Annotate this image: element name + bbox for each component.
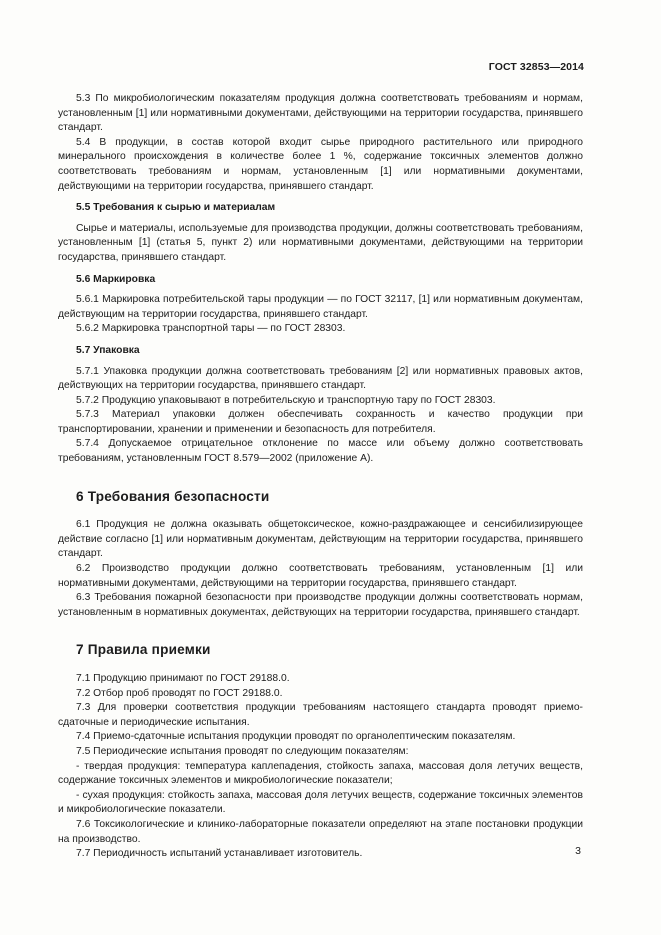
paragraph-5-6-2: 5.6.2 Маркировка транспортной тары — по ГОСТ 28303. [76,323,346,335]
paragraph-7-2: 7.2 Отбор проб проводят по ГОСТ 29188.0. [76,687,283,699]
document-header: ГОСТ 32853—2014 [488,61,584,73]
list-item-7-5-dry: - сухая продукция: стойкость запаха, массовая доля летучих веществ, содержание токсичных элементов и микробиологические показатели. [58,789,583,816]
heading-5-7: 5.7 Упаковка [76,344,140,356]
heading-5-6: 5.6 Маркировка [76,273,156,285]
paragraph-5-7-2: 5.7.2 Продукцию упаковывают в потребительскую и транспортную тару по ГОСТ 28303. [76,394,496,406]
list-item-7-5-solid: - твердая продукция: температура каплепадения, стойкость запаха, массовая доля летучих веществ, содержание токсичных элементов и микробиологические показатели; [58,760,583,787]
paragraph-7-7: 7.7 Периодичность испытаний устанавливает изготовитель. [76,848,363,860]
heading-5-5: 5.5 Требования к сырью и материалам [76,202,276,214]
paragraph-5-7-4: 5.7.4 Допускаемое отрицательное отклонение по массе или объему должно соответствовать требованиям, установленным ГОСТ 8.579—2002 (приложение А). [58,438,583,465]
paragraph-7-3: 7.3 Для проверки соответствия продукции требованиям настоящего стандарта проводят приемо-сдаточные и периодические испытания. [58,702,583,728]
heading-section-7: 7 Правила приемки [76,642,211,658]
paragraph-5-7-3: 5.7.3 Материал упаковки должен обеспечивать сохранность и качество продукции при транспортировании, хранении и применении и безопасность для потребителя. [58,409,583,435]
heading-section-6: 6 Требования безопасности [76,488,270,504]
paragraph-5-7-1: 5.7.1 Упаковка продукции должна соответствовать требованиям [2] или нормативных правовых актов, действующих на территории государства, принявшего стандарт. [58,365,583,392]
paragraph-6-2: 6.2 Производство продукции должно соответствовать требованиям, установленным [1] или нормативными документами, действующими на территории государства, принявшего стандарт. [58,563,583,589]
paragraph-5-6-1: 5.6.1 Маркировка потребительской тары продукции — по ГОСТ 32117, [1] или нормативным документам, действующим на территории государства, принявшего стандарт. [58,294,583,320]
paragraph-7-5: 7.5 Периодические испытания проводят по следующим показателям: [76,745,409,757]
page-number: 3 [575,845,581,857]
paragraph-5-5: Сырье и материалы, используемые для производства продукции, должны соответствовать требованиям, установленным [1] (статья 5, пункт 2) или нормативными документами, действующими на территории государства, принявшего стандарт. [58,222,583,263]
paragraph-6-3: 6.3 Требования пожарной безопасности при производстве продукции должны соответствовать нормам, установленным в нормативных документах, действующих на территории государства, принявшего стандарт. [58,592,583,618]
paragraph-7-4: 7.4 Приемо-сдаточные испытания продукции проводят по органолептическим показателям. [76,731,516,743]
paragraph-5-3: 5.3 По микробиологическим показателям продукция должна соответствовать требованиям и нормам, установленным [1] или нормативными документами, действующими на территории государства, принявшего стандарт. [58,93,583,134]
paragraph-7-6: 7.6 Токсикологические и клинико-лабораторные показатели определяют на этапе постановки продукции на производство. [58,818,583,845]
paragraph-7-1: 7.1 Продукцию принимают по ГОСТ 29188.0. [76,673,290,684]
document-body [58,92,583,862]
paragraph-6-1: 6.1 Продукция не должна оказывать общетоксическое, кожно-раздражающее и сенсибилизирующее действие согласно [1] или нормативным документам, действующим на территории государства, принявшего стандарт. [58,519,583,560]
paragraph-5-4: 5.4 В продукции, в состав которой входит сырье природного растительного или природного минерального происхождения в количестве более 1 %, содержание токсичных элементов должно соответствовать требованиям и нормам, установленным [1] или нормативными документами, действующими на территории государства, принявшего стандарт. [58,136,583,192]
